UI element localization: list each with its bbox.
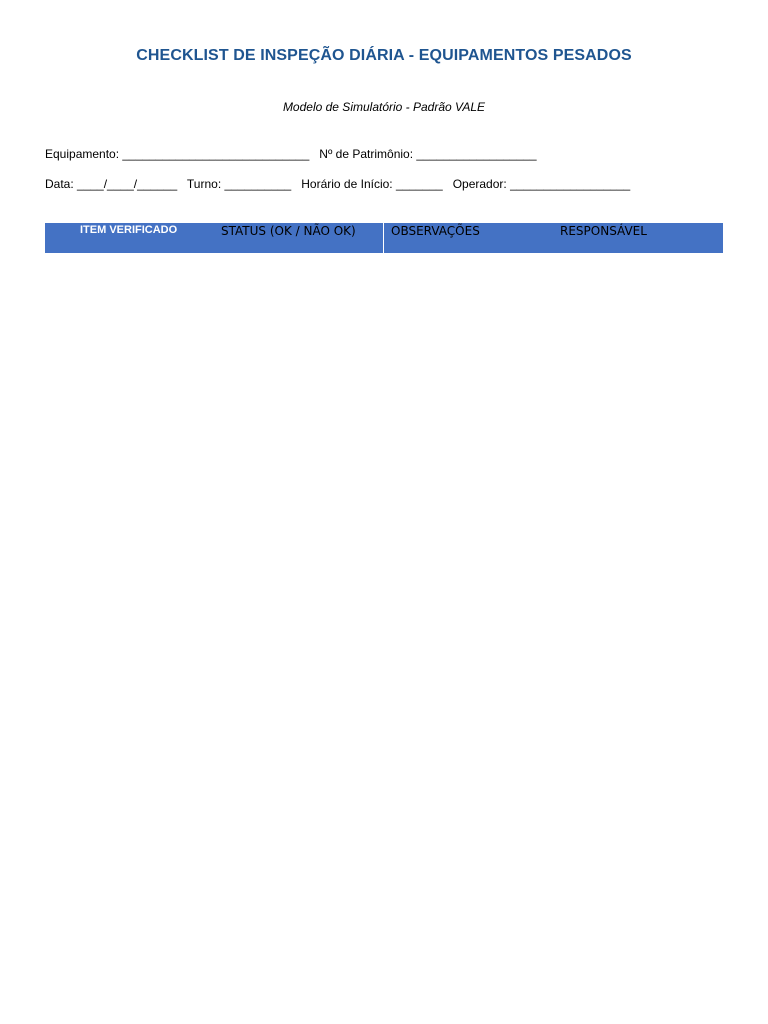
header-observacoes: OBSERVAÇÕES xyxy=(391,224,480,238)
form-line-equipment xyxy=(45,147,537,161)
header-responsavel: RESPONSÁVEL xyxy=(560,224,647,238)
patrimonio-field[interactable]: Nº de Patrimônio: __________________ xyxy=(319,147,537,161)
turno-field[interactable]: Turno: __________ xyxy=(186,177,292,191)
form-line-shift xyxy=(45,177,630,191)
operador-field[interactable]: Operador: __________________ xyxy=(452,177,631,191)
page-title: CHECKLIST DE INSPEÇÃO DIÁRIA - EQUIPAMENTOS PESADOS xyxy=(136,47,632,64)
page-subtitle: Modelo de Simulatório - Padrão VALE xyxy=(282,100,486,114)
data-field[interactable]: Data: ____/____/______ xyxy=(45,177,178,191)
horario-field[interactable]: Horário de Início: _______ xyxy=(301,177,443,191)
header-status: STATUS (OK / NÃO OK) xyxy=(221,224,356,238)
header-divider xyxy=(383,223,384,253)
header-item-verificado: ITEM VERIFICADO xyxy=(80,224,178,236)
checklist-table-header xyxy=(45,223,723,253)
equipamento-field[interactable]: Equipamento: ____________________________ xyxy=(45,147,310,161)
